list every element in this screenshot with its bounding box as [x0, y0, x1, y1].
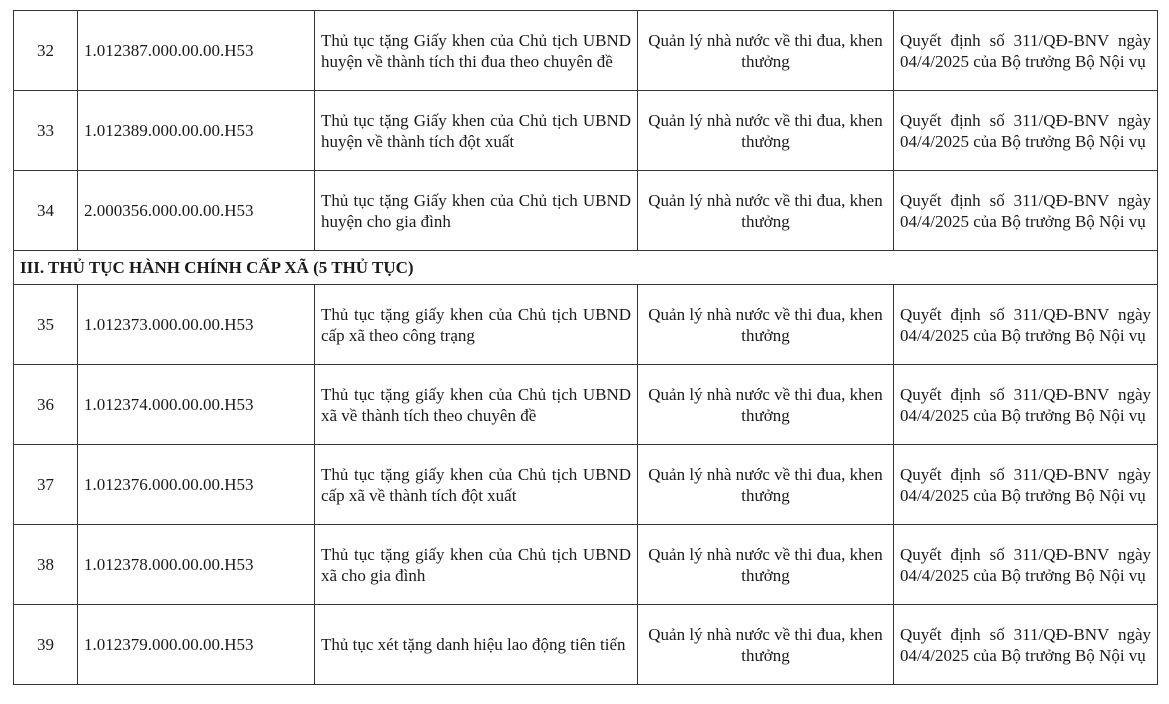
procedure-field: Quản lý nhà nước về thi đua, khen thưởng [638, 605, 894, 685]
procedure-code: 1.012379.000.00.00.H53 [78, 605, 315, 685]
row-number: 33 [14, 91, 78, 171]
row-number: 36 [14, 365, 78, 445]
procedure-code: 1.012387.000.00.00.H53 [78, 11, 315, 91]
procedure-name: Thủ tục tặng giấy khen của Chủ tịch UBND cấp xã theo công trạng [315, 285, 638, 365]
section-header-row [14, 251, 1158, 285]
table-row [14, 445, 1158, 525]
table-row [14, 91, 1158, 171]
legal-basis: Quyết định số 311/QĐ-BNV ngày 04/4/2025 của Bộ trưởng Bộ Nội vụ [894, 171, 1158, 251]
table-row [14, 525, 1158, 605]
table-row [14, 365, 1158, 445]
row-number: 34 [14, 171, 78, 251]
legal-basis: Quyết định số 311/QĐ-BNV ngày 04/4/2025 của Bộ trưởng Bộ Nội vụ [894, 365, 1158, 445]
procedure-field: Quản lý nhà nước về thi đua, khen thưởng [638, 365, 894, 445]
legal-basis: Quyết định số 311/QĐ-BNV ngày 04/4/2025 của Bộ trưởng Bộ Nội vụ [894, 445, 1158, 525]
legal-basis: Quyết định số 311/QĐ-BNV ngày 04/4/2025 của Bộ trưởng Bộ Nội vụ [894, 91, 1158, 171]
section-title: III. THỦ TỤC HÀNH CHÍNH CẤP XÃ (5 THỦ TỤC) [14, 251, 1158, 285]
procedure-name: Thủ tục tặng Giấy khen của Chủ tịch UBND huyện cho gia đình [315, 171, 638, 251]
procedure-name: Thủ tục tặng Giấy khen của Chủ tịch UBND huyện về thành tích thi đua theo chuyên đề [315, 11, 638, 91]
procedure-name: Thủ tục tặng giấy khen của Chủ tịch UBND cấp xã về thành tích đột xuất [315, 445, 638, 525]
table-row [14, 11, 1158, 91]
procedure-code: 2.000356.000.00.00.H53 [78, 171, 315, 251]
legal-basis: Quyết định số 311/QĐ-BNV ngày 04/4/2025 của Bộ trưởng Bộ Nội vụ [894, 605, 1158, 685]
table-row [14, 285, 1158, 365]
procedures-table [13, 10, 1158, 685]
procedure-field: Quản lý nhà nước về thi đua, khen thưởng [638, 91, 894, 171]
procedure-code: 1.012376.000.00.00.H53 [78, 445, 315, 525]
procedure-code: 1.012373.000.00.00.H53 [78, 285, 315, 365]
row-number: 35 [14, 285, 78, 365]
procedure-name: Thủ tục tặng Giấy khen của Chủ tịch UBND huyện về thành tích đột xuất [315, 91, 638, 171]
procedure-field: Quản lý nhà nước về thi đua, khen thưởng [638, 11, 894, 91]
table-row [14, 605, 1158, 685]
procedure-code: 1.012374.000.00.00.H53 [78, 365, 315, 445]
procedure-code: 1.012378.000.00.00.H53 [78, 525, 315, 605]
legal-basis: Quyết định số 311/QĐ-BNV ngày 04/4/2025 của Bộ trưởng Bộ Nội vụ [894, 11, 1158, 91]
table-row [14, 171, 1158, 251]
procedure-field: Quản lý nhà nước về thi đua, khen thưởng [638, 445, 894, 525]
row-number: 39 [14, 605, 78, 685]
row-number: 32 [14, 11, 78, 91]
legal-basis: Quyết định số 311/QĐ-BNV ngày 04/4/2025 của Bộ trưởng Bộ Nội vụ [894, 525, 1158, 605]
procedure-field: Quản lý nhà nước về thi đua, khen thưởng [638, 171, 894, 251]
procedure-name: Thủ tục tặng giấy khen của Chủ tịch UBND xã cho gia đình [315, 525, 638, 605]
procedure-name: Thủ tục tặng giấy khen của Chủ tịch UBND xã về thành tích theo chuyên đề [315, 365, 638, 445]
procedure-field: Quản lý nhà nước về thi đua, khen thưởng [638, 285, 894, 365]
procedure-name: Thủ tục xét tặng danh hiệu lao động tiên tiến [315, 605, 638, 685]
row-number: 37 [14, 445, 78, 525]
procedure-code: 1.012389.000.00.00.H53 [78, 91, 315, 171]
row-number: 38 [14, 525, 78, 605]
procedure-field: Quản lý nhà nước về thi đua, khen thưởng [638, 525, 894, 605]
legal-basis: Quyết định số 311/QĐ-BNV ngày 04/4/2025 của Bộ trưởng Bộ Nội vụ [894, 285, 1158, 365]
